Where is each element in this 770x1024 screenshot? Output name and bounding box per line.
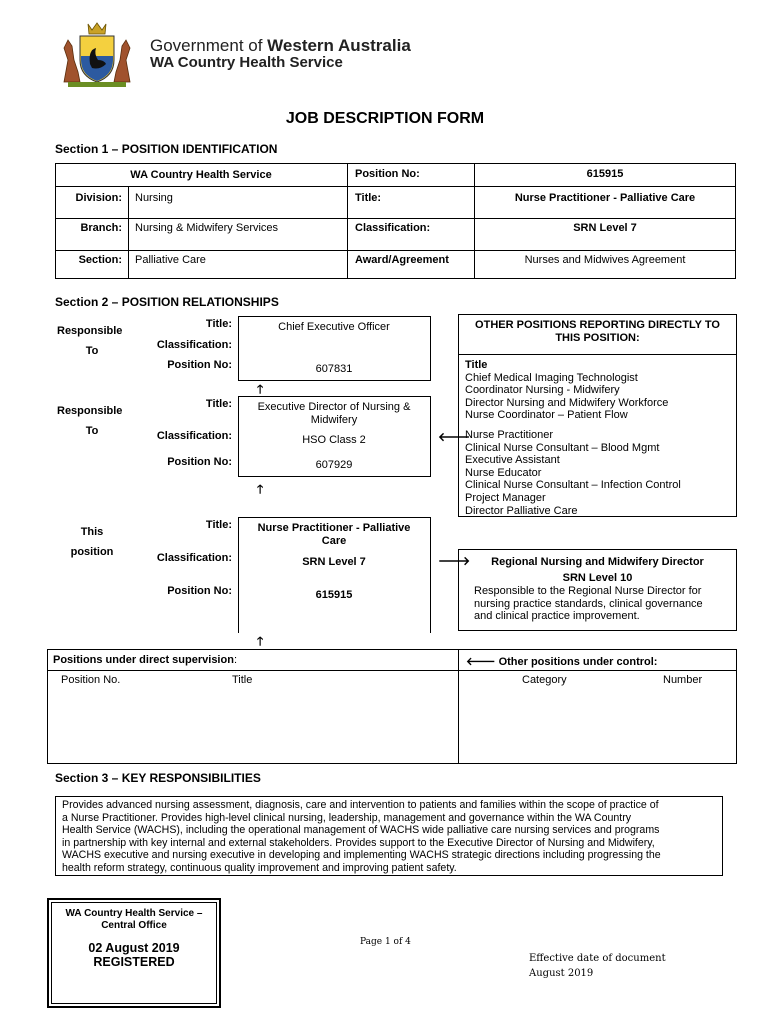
section2-heading: Section 2 – POSITION RELATIONSHIPS bbox=[55, 295, 279, 309]
stamp-date: 02 August 2019 bbox=[88, 941, 180, 955]
responsible-to-label-1: Responsible To bbox=[57, 325, 123, 357]
division-value: Nursing bbox=[135, 192, 173, 204]
resp2-position-no: 607929 bbox=[315, 459, 353, 471]
col-number: Number bbox=[663, 674, 703, 686]
resp2-title: Executive Director of Nursing & Midwifery bbox=[257, 401, 411, 426]
arrow-up-icon: 🡑 bbox=[257, 382, 264, 396]
other-control-label: 🡐 Other positions under control: bbox=[466, 656, 658, 668]
section-value: Palliative Care bbox=[135, 254, 206, 266]
effective-date-label: Effective date of document bbox=[529, 953, 666, 964]
page-number: Page 1 of 4 bbox=[360, 937, 411, 947]
resp1-title-label: Title: bbox=[205, 318, 232, 330]
resp1-position-label: Position No: bbox=[167, 359, 232, 371]
resp1-position-no: 607831 bbox=[315, 363, 353, 375]
resp2-class-label: Classification: bbox=[156, 430, 232, 442]
other-positions-list: Title Chief Medical Imaging Technologist Coordinator Nursing - Midwifery Director Nursing and Midwifery Workforce Nurse Coordinator – Patient Flow bbox=[465, 359, 669, 422]
col-title: Title bbox=[232, 674, 253, 686]
wa-coat-of-arms-logo bbox=[58, 20, 136, 90]
section1-heading: Section 1 – POSITION IDENTIFICATION bbox=[55, 142, 278, 156]
this-position-no: 615915 bbox=[315, 589, 353, 601]
this-classification: SRN Level 7 bbox=[302, 556, 366, 568]
resp2-title-label: Title: bbox=[205, 398, 232, 410]
other-positions-heading: OTHER POSITIONS REPORTING DIRECTLY TO THIS POSITION: bbox=[475, 319, 720, 344]
org-name: WA Country Health Service bbox=[130, 169, 272, 181]
section3-heading: Section 3 – KEY RESPONSIBILITIES bbox=[55, 771, 261, 785]
section-label: Section: bbox=[78, 254, 122, 266]
title-value: Nurse Practitioner - Palliative Care bbox=[514, 192, 696, 204]
service-name: WA Country Health Service bbox=[150, 54, 343, 71]
key-responsibilities-text: Provides advanced nursing assessment, diagnosis, care and intervention to patients and families within the scope of practice of a Nurse Practitioner. Provides high-level clinical nursing, leadership, management and governance within the WA Country Health Service (WACHS), including the operational management of WACHS wide palliative care nursing services and programs in partnership with key internal and external stakeholders. Provides support to the Executive Director of Nursing and Midwifery, WACHS executive and nursing executive in developing and implementing WACHS strategic directions including progressing the health reform strategy, continuous quality improvement and improving patient safety. bbox=[62, 799, 661, 874]
form-title: JOB DESCRIPTION FORM bbox=[285, 110, 485, 127]
arrow-left-icon: 🡐 bbox=[438, 430, 471, 444]
resp2-position-label: Position No: bbox=[167, 456, 232, 468]
arrow-left-icon: 🡐 bbox=[466, 656, 499, 668]
classification-label: Classification: bbox=[355, 222, 431, 234]
this-title: Nurse Practitioner - Palliative Care bbox=[257, 522, 411, 547]
regional-description: Responsible to the Regional Nurse Director for nursing practice standards, clinical governance and clinical practice improvement. bbox=[474, 585, 703, 623]
arrow-up-icon: 🡑 bbox=[257, 634, 264, 648]
this-position-label: This position bbox=[70, 526, 114, 558]
award-label: Award/Agreement bbox=[355, 254, 449, 266]
classification-value: SRN Level 7 bbox=[573, 222, 637, 234]
col-position-no: Position No. bbox=[61, 674, 121, 686]
col-category: Category bbox=[522, 674, 567, 686]
this-title-label: Title: bbox=[205, 519, 232, 531]
other-positions-list-2: Nurse Practitioner Clinical Nurse Consultant – Blood Mgmt Executive Assistant Nurse Educator Clinical Nurse Consultant – Infection Control Project Manager Director Palliative Care bbox=[465, 429, 681, 517]
stamp-status: REGISTERED bbox=[93, 955, 175, 969]
arrow-up-icon: 🡑 bbox=[257, 482, 264, 496]
effective-date-value: August 2019 bbox=[529, 968, 594, 979]
supervision-label: Positions under direct supervision: bbox=[53, 654, 237, 666]
arrow-right-icon: 🡒 bbox=[438, 554, 471, 568]
position-no-value: 615915 bbox=[586, 168, 624, 180]
stamp-office: WA Country Health Service – Central Office bbox=[65, 908, 203, 931]
resp1-class-label: Classification: bbox=[156, 339, 232, 351]
award-value: Nurses and Midwives Agreement bbox=[524, 254, 686, 266]
resp2-classification: HSO Class 2 bbox=[302, 434, 366, 446]
this-class-label: Classification: bbox=[156, 552, 232, 564]
this-position-label: Position No: bbox=[167, 585, 232, 597]
branch-value: Nursing & Midwifery Services bbox=[135, 222, 279, 234]
resp1-title: Chief Executive Officer bbox=[278, 321, 390, 333]
government-line: Government of Western Australia bbox=[150, 36, 411, 55]
position-no-label: Position No: bbox=[355, 168, 420, 180]
regional-level: SRN Level 10 bbox=[562, 572, 633, 584]
regional-title: Regional Nursing and Midwifery Director bbox=[491, 556, 704, 568]
responsible-to-label-2: Responsible To bbox=[57, 405, 123, 437]
title-label: Title: bbox=[355, 192, 382, 204]
division-label: Division: bbox=[75, 192, 122, 204]
branch-label: Branch: bbox=[80, 222, 122, 234]
